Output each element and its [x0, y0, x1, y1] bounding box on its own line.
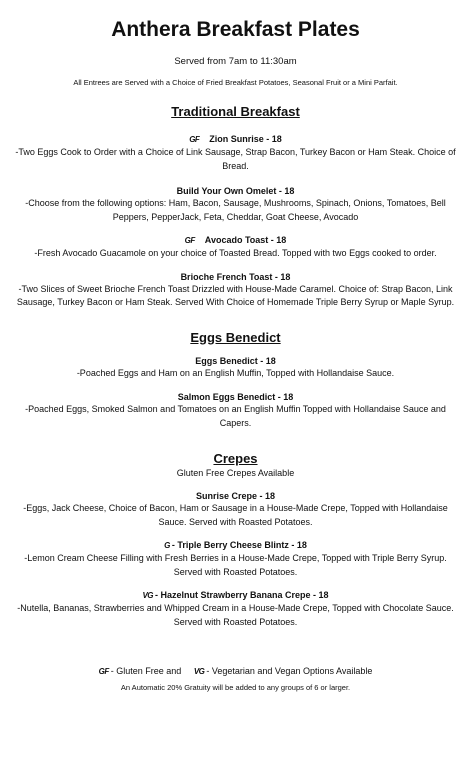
serving-hours: Served from 7am to 11:30am: [174, 56, 297, 67]
item-description: -Choose from the following options: Ham, Bacon, Sausage, Mushrooms, Spinach, Onions, Tomatoes, Bell Peppers, PepperJack, Feta, Cheddar, Goat Cheese, Avocado: [25, 198, 446, 222]
menu-item-brioche-french-toast: [0, 271, 471, 310]
dietary-legend: [0, 665, 471, 678]
item-name: Zion Sunrise - 18: [209, 134, 282, 144]
section-benedict: [0, 330, 471, 431]
item-description: -Fresh Avocado Guacamole on your choice of Toasted Bread. Topped with two Eggs cooked to order.: [34, 248, 437, 258]
section-title-crepes: Crepes: [213, 451, 258, 466]
section-title-traditional: Traditional Breakfast: [171, 104, 300, 119]
footer: [0, 665, 471, 693]
item-name: Eggs Benedict - 18: [195, 355, 276, 366]
item-name: Build Your Own Omelet - 18: [176, 186, 295, 196]
item-description: -Two Slices of Sweet Brioche French Toast Drizzled with House-Made Caramel. Choice of: Strap Bacon, Link Sausage, Turkey Bacon or Ham Steak. Served With Choice of Homemade Triple Berry Syrup or Maple Syrup.: [16, 283, 455, 307]
menu-item-omelet: [0, 185, 471, 224]
legend-vegetarian: - Vegetarian and Vegan Options Available: [206, 666, 373, 676]
section-traditional: [0, 104, 471, 310]
page-title: Anthera Breakfast Plates: [111, 18, 360, 41]
gluten-free-icon: GF: [189, 135, 200, 144]
item-description: -Two Eggs Cook to Order with a Choice of Link Sausage, Strap Bacon, Turkey Bacon or Ham Steak. Choice of Bread.: [15, 147, 456, 171]
item-description: -Nutella, Bananas, Strawberries and Whipped Cream in a House-Made Crepe, Topped with Chocolate Sauce. Served with Roasted Potatoes.: [17, 603, 454, 627]
item-name: Brioche French Toast - 18: [180, 271, 291, 282]
menu-item-triple-berry-blintz: [0, 539, 471, 579]
menu-item-salmon-eggs-benedict: [0, 391, 471, 430]
vegetarian-icon: VG: [142, 591, 153, 600]
item-name: Salmon Eggs Benedict - 18: [177, 392, 294, 402]
menu-item-sunrise-crepe: [0, 490, 471, 529]
section-title-benedict: Eggs Benedict: [190, 329, 281, 345]
vegetarian-icon: VG: [193, 667, 205, 676]
gratuity-note: An Automatic 20% Gratuity will be added to any groups of 6 or larger.: [120, 683, 351, 692]
gluten-free-icon: GF: [98, 667, 109, 676]
legend-gluten-free: - Gluten Free and: [110, 666, 182, 676]
menu-item-avocado-toast: [0, 234, 471, 261]
gluten-free-icon: GF: [184, 236, 195, 245]
item-description: -Eggs, Jack Cheese, Choice of Bacon, Ham or Sausage in a House-Made Crepe, Topped with Hollandaise Sauce. Served with Roasted Potatoes.: [23, 503, 448, 527]
item-name: - Triple Berry Cheese Blintz - 18: [171, 540, 307, 550]
item-description: -Poached Eggs, Smoked Salmon and Tomatoes on an English Muffin Topped with Hollandaise Sauce and Capers.: [25, 404, 446, 428]
item-description: -Lemon Cream Cheese Filling with Fresh Berries in a House-Made Crepe, Topped with Triple Berry Syrup. Served with Roasted Potatoes.: [24, 553, 447, 577]
item-name: Avocado Toast - 18: [204, 235, 287, 245]
section-subtitle-crepes: Gluten Free Crepes Available: [176, 468, 295, 478]
item-name: - Hazelnut Strawberry Banana Crepe - 18: [155, 590, 329, 600]
menu-item-hazelnut-crepe: [0, 589, 471, 629]
item-description: -Poached Eggs and Ham on an English Muffin, Topped with Hollandaise Sauce.: [76, 367, 395, 378]
menu-item-zion-sunrise: [0, 133, 471, 173]
entrees-note: All Entrees are Served with a Choice of Fried Breakfast Potatoes, Seasonal Fruit or a Mini Parfait.: [73, 78, 398, 87]
menu-item-eggs-benedict: [0, 355, 471, 381]
item-name: Sunrise Crepe - 18: [195, 491, 276, 501]
gluten-free-icon: G: [164, 541, 170, 550]
section-crepes: [0, 451, 471, 629]
